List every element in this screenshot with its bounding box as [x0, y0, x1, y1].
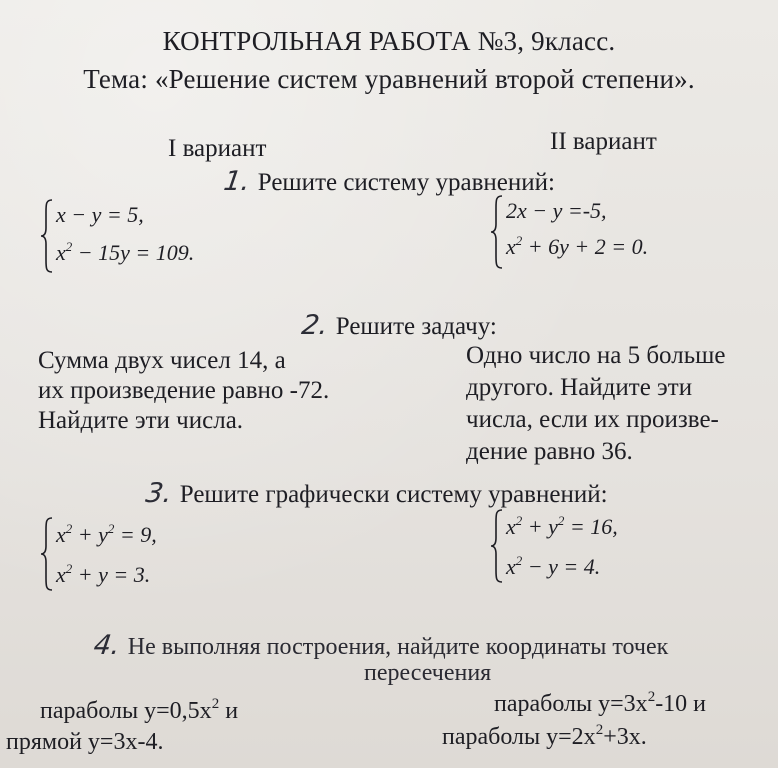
brace-icon	[490, 508, 504, 584]
task-4-variant-1-text	[6, 696, 239, 758]
task-2-instruction	[299, 310, 497, 341]
page-title: КОНТРОЛЬНАЯ РАБОТА №3, 9класс.	[162, 26, 616, 56]
task-4-instruction-text: Не выполняя построения, найдите координаты точек	[127, 634, 669, 660]
text-line: параболы $у=2х^2+3х$.	[442, 722, 647, 750]
text-line: дение равно 36.	[466, 438, 633, 465]
text-line: параболы $у=0,5х^2$ и	[40, 696, 239, 724]
task-4-variant-2-text	[442, 688, 707, 754]
task-3-number: 3.	[143, 478, 174, 509]
task-1-number: 1.	[221, 166, 252, 197]
topic-line: Тема: «Решение систем уравнений второй степени».	[83, 64, 695, 94]
task-1-variant-1-system	[40, 198, 240, 274]
task-2-number: 2.	[299, 310, 330, 341]
text-line: числа, если их произве-	[466, 406, 719, 433]
equation-line-2: $x^2 - y = 4$.	[506, 553, 601, 579]
variant-1-heading: I вариант	[168, 135, 267, 162]
text-line: параболы $у=3х^2-10$ и	[494, 689, 707, 717]
task-4-instruction	[91, 630, 669, 661]
task-4-instruction-continued: пересечения	[364, 660, 492, 686]
task-1-instruction	[221, 166, 555, 197]
text-line: Сумма двух чисел 14, а	[38, 347, 286, 374]
task-3-variant-1-system	[40, 516, 240, 592]
equation-line-1: $x^2 + y^2 = 9$,	[56, 521, 157, 547]
text-line: другого. Найдите эти	[466, 374, 693, 401]
task-2-instruction-text: Решите задачу:	[335, 313, 497, 340]
equation-line-1: $x^2 + y^2 = 16$,	[506, 513, 618, 539]
equation-line-2: $x^2 - 15y = 109$.	[56, 239, 195, 265]
text-line: прямой у=3х-4.	[6, 729, 164, 755]
equation-line-1: 2x − y =-5,	[506, 198, 607, 223]
variant-2-heading: II вариант	[550, 128, 657, 155]
task-3-instruction-text: Решите графически систему уравнений:	[179, 481, 608, 508]
task-2-variant-2-text	[466, 340, 725, 468]
equation-line-1: x − y = 5,	[56, 202, 144, 227]
brace-icon	[490, 194, 504, 270]
equation-line-2: $x^2 + y = 3$.	[56, 561, 151, 587]
task-3-variant-2-system	[490, 508, 690, 584]
brace-icon	[40, 516, 54, 592]
task-1-variant-2-system	[490, 194, 690, 270]
equation-line-2: $x^2 + 6y + 2 = 0$.	[506, 233, 649, 259]
task-2-variant-1-text	[38, 346, 329, 436]
task-1-instruction-text: Решите систему уравнений:	[257, 169, 555, 196]
task-4-number: 4.	[91, 630, 122, 661]
text-line: Одно число на 5 больше	[466, 342, 726, 369]
text-line: Найдите эти числа.	[38, 407, 244, 434]
text-line: их произведение равно -72.	[38, 377, 330, 404]
brace-icon	[40, 198, 54, 274]
task-3-instruction	[143, 478, 608, 509]
